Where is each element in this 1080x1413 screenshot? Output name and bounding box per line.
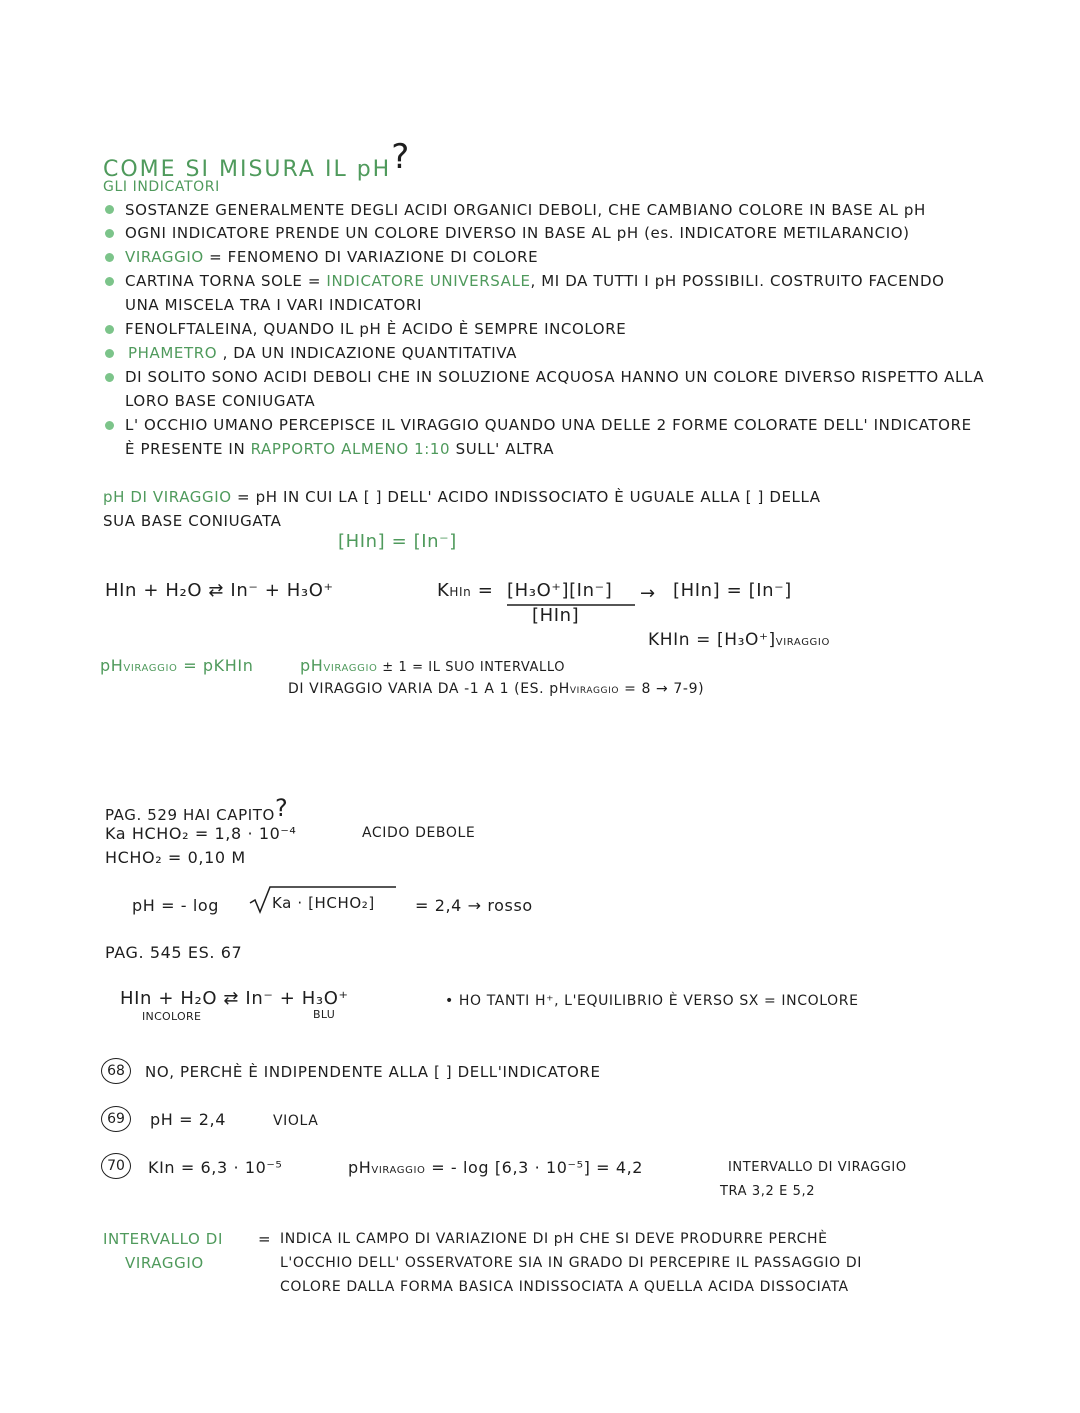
pag529-acid-type: ACIDO DEBOLE [362, 825, 476, 841]
page-title [103, 137, 412, 182]
ph-formula-radicand: Ka · [HCHO₂] [272, 894, 375, 912]
bullet-4 [125, 274, 945, 289]
pag529-title: PAG. 529 HAI CAPITO [105, 806, 275, 824]
ph-symbol: pH [348, 1158, 372, 1177]
k-subscript: HIn [449, 585, 472, 599]
ph-formula-result: = 2,4 → rosso [415, 896, 533, 915]
bullet-6-text: , DA UN INDICAZIONE QUANTITATIVA [217, 344, 518, 362]
arrow-icon: → [640, 583, 656, 604]
ph-viraggio-equation [100, 658, 253, 674]
bullet-dot-icon [105, 277, 114, 286]
interval-text: ± 1 = IL SUO INTERVALLO [377, 660, 566, 675]
pag529-header [105, 794, 289, 824]
pag529-concentration: HCHO₂ = 0,10 M [105, 848, 246, 867]
bullet-4-line-2: UNA MISCELA TRA I VARI INDICATORI [125, 296, 422, 314]
incolore-label: INCOLORE [142, 1010, 202, 1023]
bullet-dot-icon [105, 253, 114, 262]
exercise-70-kin: KIn = 6,3 · 10⁻⁵ [148, 1158, 283, 1177]
ph-subscript: VIRAGGIO [371, 1165, 426, 1176]
pag545-note: • HO TANTI H⁺, L'EQUILIBRIO È VERSO SX = INCOLORE [445, 993, 859, 1009]
definition-line-2: SUA BASE CONIUGATA [103, 512, 282, 530]
bullet-3-text: = FENOMENO DI VARIAZIONE DI COLORE [203, 248, 539, 266]
exercise-70-interval: INTERVALLO DI VIRAGGIO [728, 1160, 907, 1175]
final-equals: = [258, 1230, 272, 1248]
k-symbol: K [437, 580, 450, 601]
exercise-number-badge: 69 [101, 1106, 131, 1132]
k-viraggio-text: KHIn = [H₃O⁺] [648, 630, 776, 650]
bullet-7: DI SOLITO SONO ACIDI DEBOLI CHE IN SOLUZIONE ACQUOSA HANNO UN COLORE DIVERSO RISPETTO ALLA [125, 368, 985, 386]
bullet-7-line-2: LORO BASE CONIUGATA [125, 392, 316, 410]
bullet-dot-icon [105, 229, 114, 238]
bullet-8-line-2 [125, 442, 554, 457]
bullet-6-highlight: PHAMETRO [128, 344, 218, 362]
k-viraggio-subscript: VIRAGGIO [775, 637, 830, 648]
page-title-text: COME SI MISURA IL pH [103, 157, 392, 182]
equilibrium-numerator: [H₃O⁺][In⁻] [507, 580, 613, 601]
bullet-8-line-2-pre: È PRESENTE IN [125, 440, 251, 458]
pkhin-text: = pKHIn [177, 656, 254, 675]
bullet-8-highlight: RAPPORTO ALMENO 1:10 [250, 440, 451, 458]
ph-formula-pre: pH = - log [132, 896, 220, 915]
exercise-69-answer: pH = 2,4 [150, 1110, 227, 1129]
bullet-4-highlight: INDICATORE UNIVERSALE [326, 272, 531, 290]
ph-viraggio-example [288, 682, 704, 696]
final-term-line-2: VIRAGGIO [125, 1254, 204, 1272]
ph-subscript: VIRAGGIO [323, 663, 378, 674]
equilibrium-denominator: [HIn] [532, 605, 580, 626]
bullet-6 [128, 346, 517, 361]
bullet-8: L' OCCHIO UMANO PERCEPISCE IL VIRAGGIO QUANDO UNA DELLE 2 FORME COLORATE DELL' INDICATORE [125, 416, 972, 434]
definition-ph-viraggio [103, 490, 821, 505]
pag545-header: PAG. 545 ES. 67 [105, 943, 243, 962]
ph-subscript: VIRAGGIO [569, 686, 620, 696]
title-question-mark: ? [391, 137, 412, 177]
exercise-70-range: TRA 3,2 E 5,2 [720, 1184, 816, 1199]
example-end: = 8 → 7-9) [619, 681, 705, 697]
exercise-number-badge: 68 [101, 1058, 131, 1084]
blu-label: BLU [313, 1008, 336, 1021]
k-viraggio [648, 632, 830, 649]
exercise-number-badge: 70 [101, 1153, 131, 1179]
pag529-question-mark: ? [274, 794, 289, 822]
bullet-dot-icon [105, 421, 114, 430]
ph-viraggio-interval [300, 658, 565, 674]
bullet-2: OGNI INDICATORE PRENDE UN COLORE DIVERSO IN BASE AL pH (es. INDICATORE METILARANCIO) [125, 224, 910, 242]
final-def-line-3: COLORE DALLA FORMA BASICA INDISSOCIATA A QUELLA ACIDA DISSOCIATA [280, 1279, 849, 1295]
k-equals: = [471, 580, 494, 601]
calc-text: = - log [6,3 · 10⁻⁵] = 4,2 [425, 1158, 644, 1177]
definition-text: = pH IN CUI LA [ ] DELL' ACIDO INDISSOCIATO È UGUALE ALLA [ ] DELLA [231, 488, 821, 506]
example-text: DI VIRAGGIO VARIA DA -1 A 1 (ES. pH [288, 681, 570, 697]
bullet-1: SOSTANZE GENERALMENTE DEGLI ACIDI ORGANICI DEBOLI, CHE CAMBIANO COLORE IN BASE AL pH [125, 201, 926, 219]
bullet-dot-icon [105, 325, 114, 334]
exercise-70-calc [348, 1160, 643, 1176]
definition-term: pH DI VIRAGGIO [103, 488, 232, 506]
ph-symbol: pH [100, 656, 124, 675]
bullet-5: FENOLFTALEINA, QUANDO IL pH È ACIDO È SEMPRE INCOLORE [125, 320, 627, 338]
final-def-line-1: INDICA IL CAMPO DI VARIAZIONE DI pH CHE SI DEVE PRODURRE PERCHÈ [280, 1231, 828, 1247]
bullet-dot-icon [105, 349, 114, 358]
bullet-4-pre: CARTINA TORNA SOLE = [125, 272, 327, 290]
dissociation-reaction: HIn + H₂O ⇄ In⁻ + H₃O⁺ [105, 580, 334, 601]
final-term-line-1: INTERVALLO DI [103, 1230, 223, 1248]
definition-equation: [HIn] = [In⁻] [338, 531, 457, 552]
exercise-68-answer: NO, PERCHÈ È INDIPENDENTE ALLA [ ] DELL'INDICATORE [145, 1063, 601, 1081]
equilibrium-constant-lhs [437, 582, 493, 600]
bullet-3-highlight: VIRAGGIO [125, 248, 204, 266]
section-subtitle: GLI INDICATORI [103, 179, 220, 195]
ph-subscript: VIRAGGIO [123, 663, 178, 674]
bullet-3 [125, 250, 538, 265]
ph-symbol: pH [300, 656, 324, 675]
bullet-4-text: , MI DA TUTTI I pH POSSIBILI. COSTRUITO FACENDO [530, 272, 945, 290]
equilibrium-rhs: [HIn] = [In⁻] [673, 580, 792, 601]
bullet-dot-icon [105, 373, 114, 382]
exercise-69-color: VIOLA [273, 1113, 319, 1129]
bullet-8-line-2-post: SULL' ALTRA [450, 440, 555, 458]
bullet-dot-icon [105, 205, 114, 214]
pag529-ka: Ka HCHO₂ = 1,8 · 10⁻⁴ [105, 824, 297, 843]
pag545-reaction: HIn + H₂O ⇄ In⁻ + H₃O⁺ [120, 988, 349, 1009]
final-def-line-2: L'OCCHIO DELL' OSSERVATORE SIA IN GRADO DI PERCEPIRE IL PASSAGGIO DI [280, 1255, 862, 1271]
